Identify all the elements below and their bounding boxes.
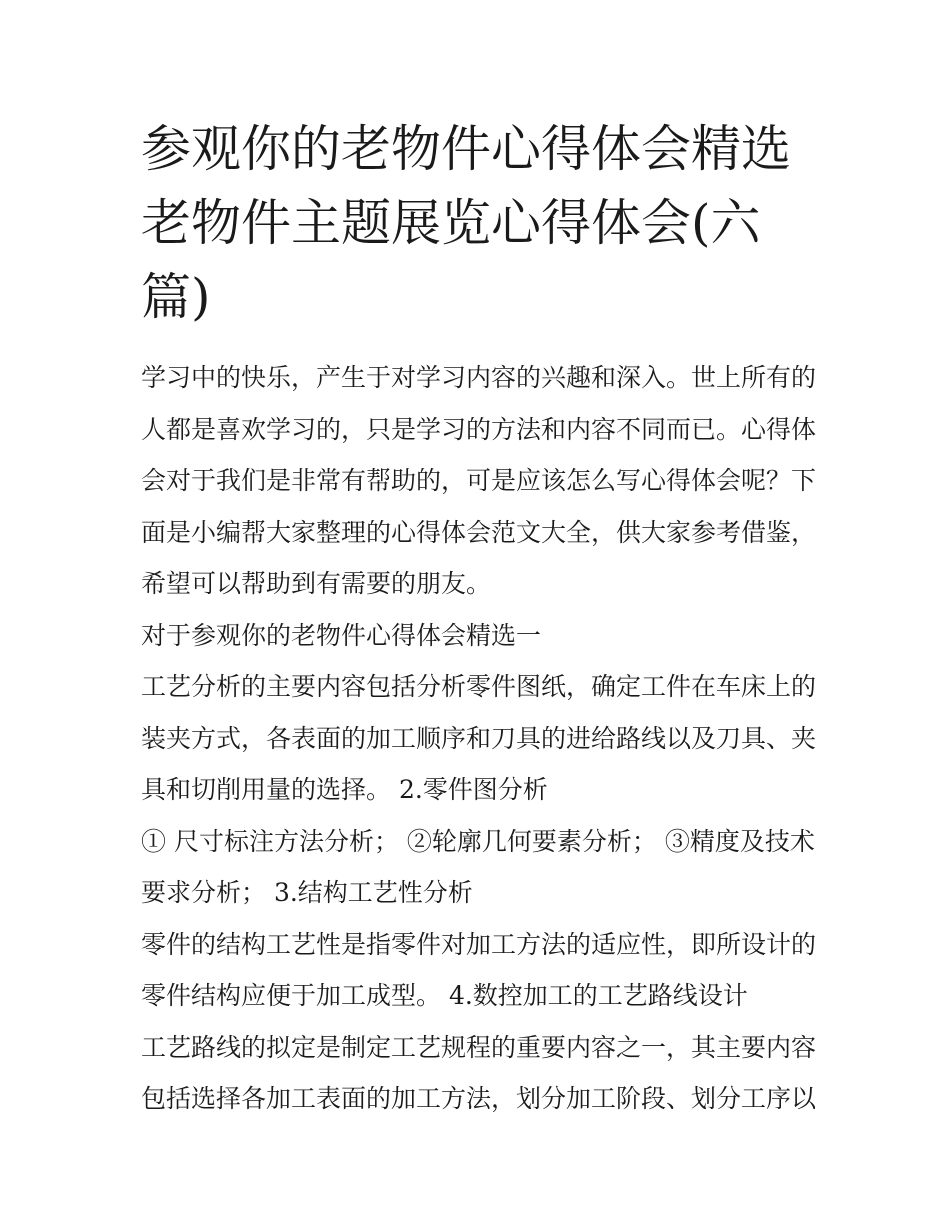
- structure-paragraph: 零件的结构工艺性是指零件对加工方法的适应性，即所设计的零件结构应便于加工成型。 4.数控加工的工艺路线设计: [141, 929, 817, 1010]
- intro-paragraph: 学习中的快乐，产生于对学习内容的兴趣和深入。世上所有的人都是喜欢学习的，只是学习的方法和内容不同而已。心得体会对于我们是非常有帮助的，可是应该怎么写心得体会呢？下面是小编帮大家整理的心得体会范文大全，供大家参考借鉴，希望可以帮助到有需要的朋友。: [141, 363, 817, 598]
- process-analysis-paragraph: 工艺分析的主要内容包括分析零件图纸，确定工件在车床上的装夹方式，各表面的加工顺序和刀具的进给路线以及刀具、夹具和切削用量的选择。 2.零件图分析: [141, 672, 817, 804]
- document-body: [141, 352, 831, 1125]
- section-heading: 对于参观你的老物件心得体会精选一: [141, 620, 542, 650]
- route-design-paragraph: 工艺路线的拟定是制定工艺规程的重要内容之一，其主要内容包括选择各加工表面的加工方法，划分加工阶段、划分工序以: [141, 1032, 817, 1113]
- document-title: 参观你的老物件心得体会精选老物件主题展览心得体会(六篇): [141, 120, 791, 326]
- drawing-analysis-paragraph: ① 尺寸标注方法分析； ②轮廓几何要素分析； ③精度及技术要求分析； 3.结构工艺性分析: [141, 826, 815, 907]
